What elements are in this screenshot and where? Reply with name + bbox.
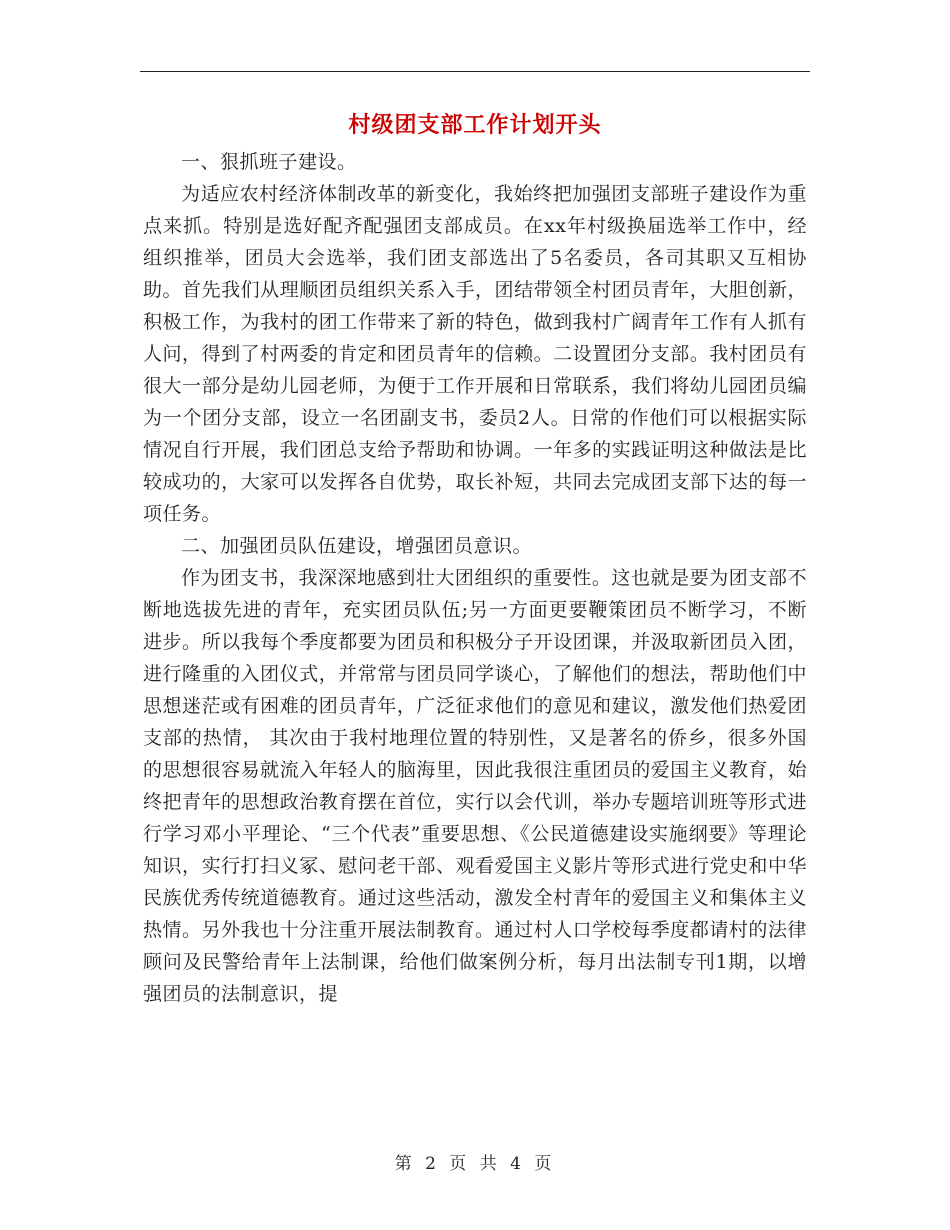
section-heading-1: 一、狠抓班子建设。 (181, 151, 357, 173)
document-body (143, 146, 807, 1010)
section-heading-2: 二、加强团员队伍建设，增强团员意识。 (181, 535, 533, 557)
page-title: 村级团支部工作计划开头 (348, 113, 602, 138)
header-rule (140, 71, 810, 72)
paragraph-2: 作为团支书，我深深地感到壮大团组织的重要性。这也就是要为团支部不断地选拔先进的青年，充实团员队伍;另一方面更要鞭策团员不断学习，不断进步。所以我每个季度都要为团员和积极分子开设团课，并汲取新团员入团，进行隆重的入团仪式，并常常与团员同学谈心，了解他们的想法，帮助他们中思想迷茫或有困难的团员青年，广泛征求他们的意见和建议，激发他们热爱团支部的热情， 其次由于我村地理位置的特别性，又是著名的侨乡，很多外国的思想很容易就流入年轻人的脑海里，因此我很注重团员的爱国主义教育，始终把青年的思想政治教育摆在首位，实行以会代训，举办专题培训班等形式进行学习邓小平理论、“三个代表”重要思想、《公民道德建设实施纲要》等理论知识，实行打扫义冢、慰问老干部、观看爱国主义影片等形式进行党史和中华民族优秀传统道德教育。通过这些活动，激发全村青年的爱国主义和集体主义热情。另外我也十分注重开展法制教育。通过村人口学校每季度都请村的法律顾问及民警给青年上法制课，给他们做案例分析，每月出法制专刊1期，以增强团员的法制意识，提 (143, 567, 807, 1005)
paragraph-1: 为适应农村经济体制改革的新变化，我始终把加强团支部班子建设作为重点来抓。特别是选好配齐配强团支部成员。在xx年村级换届选举工作中，经组织推举，团员大会选举，我们团支部选出了5名委员，各司其职又互相协助。首先我们从理顺团员组织关系入手，团结带领全村团员青年，大胆创新，积极工作，为我村的团工作带来了新的特色，做到我村广阔青年工作有人抓有人问，得到了村两委的肯定和团员青年的信赖。二设置团分支部。我村团员有很大一部分是幼儿园老师，为便于工作开展和日常联系，我们将幼儿园团员编为一个团分支部，设立一名团副支书，委员2人。日常的作他们可以根据实际情况自行开展，我们团总支给予帮助和协调。一年多的实践证明这种做法是比较成功的，大家可以发挥各自优势，取长补短，共同去完成团支部下达的每一项任务。 (143, 183, 807, 525)
page-footer: 第 2 页 共 4 页 (394, 1154, 556, 1174)
